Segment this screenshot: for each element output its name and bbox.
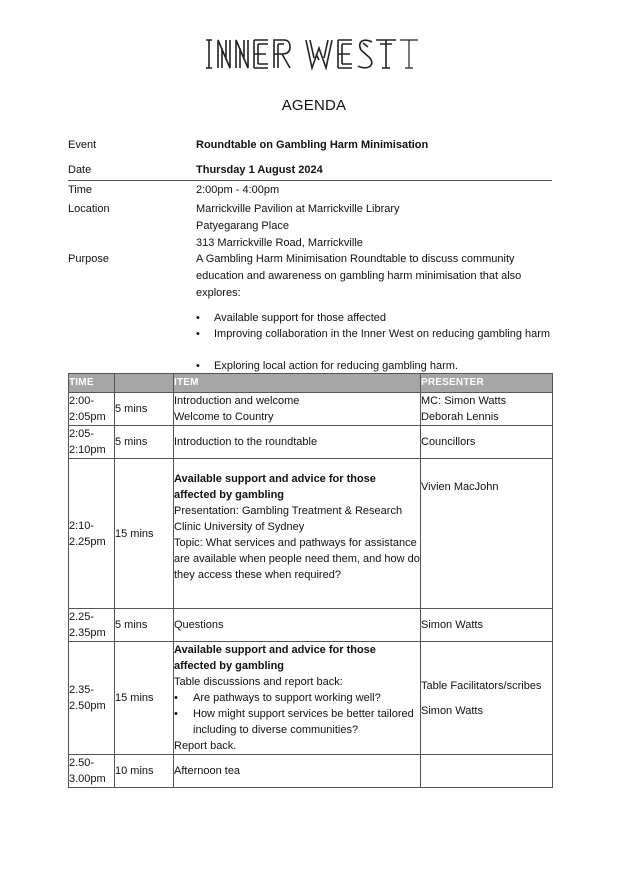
date-label: Date: [68, 164, 92, 176]
agenda-table: [68, 373, 553, 788]
location-line: 313 Marrickville Road, Marrickville: [196, 237, 363, 249]
row-time: 2.35-2.50pm: [69, 642, 115, 755]
row-time: 2:10-2.25pm: [69, 459, 115, 609]
row-duration: 5 mins: [115, 609, 174, 642]
time-value: 2:00pm - 4:00pm: [196, 184, 280, 196]
table-row: [69, 642, 553, 755]
event-value: Roundtable on Gambling Harm Minimisation: [196, 139, 429, 151]
row-item: Available support and advice for those affected by gambling Presentation: Gambling Treatment & Research Clinic University of Sydney Topic: What services and pathways for assistance are available when people need them, and how do they access these when required?: [174, 459, 421, 609]
row-time: 2:00-2:05pm: [69, 393, 115, 426]
row-item: Available support and advice for those affected by gambling Table discussions and report back: • Are pathways to support working well? • How might support services be better tailored including to diverse communities? Report back.: [174, 642, 421, 755]
row-duration: 5 mins: [115, 426, 174, 459]
row-duration: 10 mins: [115, 755, 174, 788]
page-title: AGENDA: [281, 97, 347, 114]
table-row: [69, 755, 553, 788]
row-item: Introduction to the roundtable: [174, 426, 421, 459]
date-value: Thursday 1 August 2024: [196, 164, 323, 176]
row-time: 2.25-2.35pm: [69, 609, 115, 642]
event-label: Event: [68, 139, 97, 151]
row-item: Introduction and welcome Welcome to Country: [174, 393, 421, 426]
header-item: ITEM: [174, 374, 421, 393]
table-row: [69, 426, 553, 459]
item-bullet: • How might support services be better tailored including to diverse communities?: [174, 706, 420, 738]
row-presenter: Vivien MacJohn: [421, 459, 553, 609]
row-time: 2:05-2:10pm: [69, 426, 115, 459]
inner-west-logo: [206, 38, 420, 70]
row-presenter: MC: Simon Watts Deborah Lennis: [421, 393, 553, 426]
table-header-row: [69, 374, 553, 393]
row-time: 2.50-3.00pm: [69, 755, 115, 788]
time-label: Time: [68, 184, 93, 196]
row-duration: 5 mins: [115, 393, 174, 426]
table-row: [69, 459, 553, 609]
table-row: [69, 393, 553, 426]
row-presenter: Table Facilitators/scribes Simon Watts: [421, 642, 553, 755]
row-item: Questions: [174, 609, 421, 642]
row-duration: 15 mins: [115, 642, 174, 755]
row-item: Afternoon tea: [174, 755, 421, 788]
location-line: Patyegarang Place: [196, 220, 289, 232]
row-presenter: Simon Watts: [421, 609, 553, 642]
header-presenter: PRESENTER: [421, 374, 553, 393]
table-row: [69, 609, 553, 642]
location-value: [196, 201, 552, 252]
item-bullet: • Are pathways to support working well?: [174, 690, 420, 706]
header-duration: [115, 374, 174, 393]
logo-text: INNER WEST: [206, 38, 213, 39]
location-label: Location: [68, 203, 110, 215]
purpose-label: Purpose: [68, 253, 109, 265]
row-presenter: Councillors: [421, 426, 553, 459]
purpose-text: A Gambling Harm Minimisation Roundtable to discuss community education and awareness on gambling harm minimisation that also explores:: [196, 253, 522, 299]
location-line: Marrickville Pavilion at Marrickville Library: [196, 203, 400, 215]
header-time: TIME: [69, 374, 115, 393]
row-duration: 15 mins: [115, 459, 174, 609]
row-presenter: [421, 755, 553, 788]
divider: [68, 180, 552, 181]
